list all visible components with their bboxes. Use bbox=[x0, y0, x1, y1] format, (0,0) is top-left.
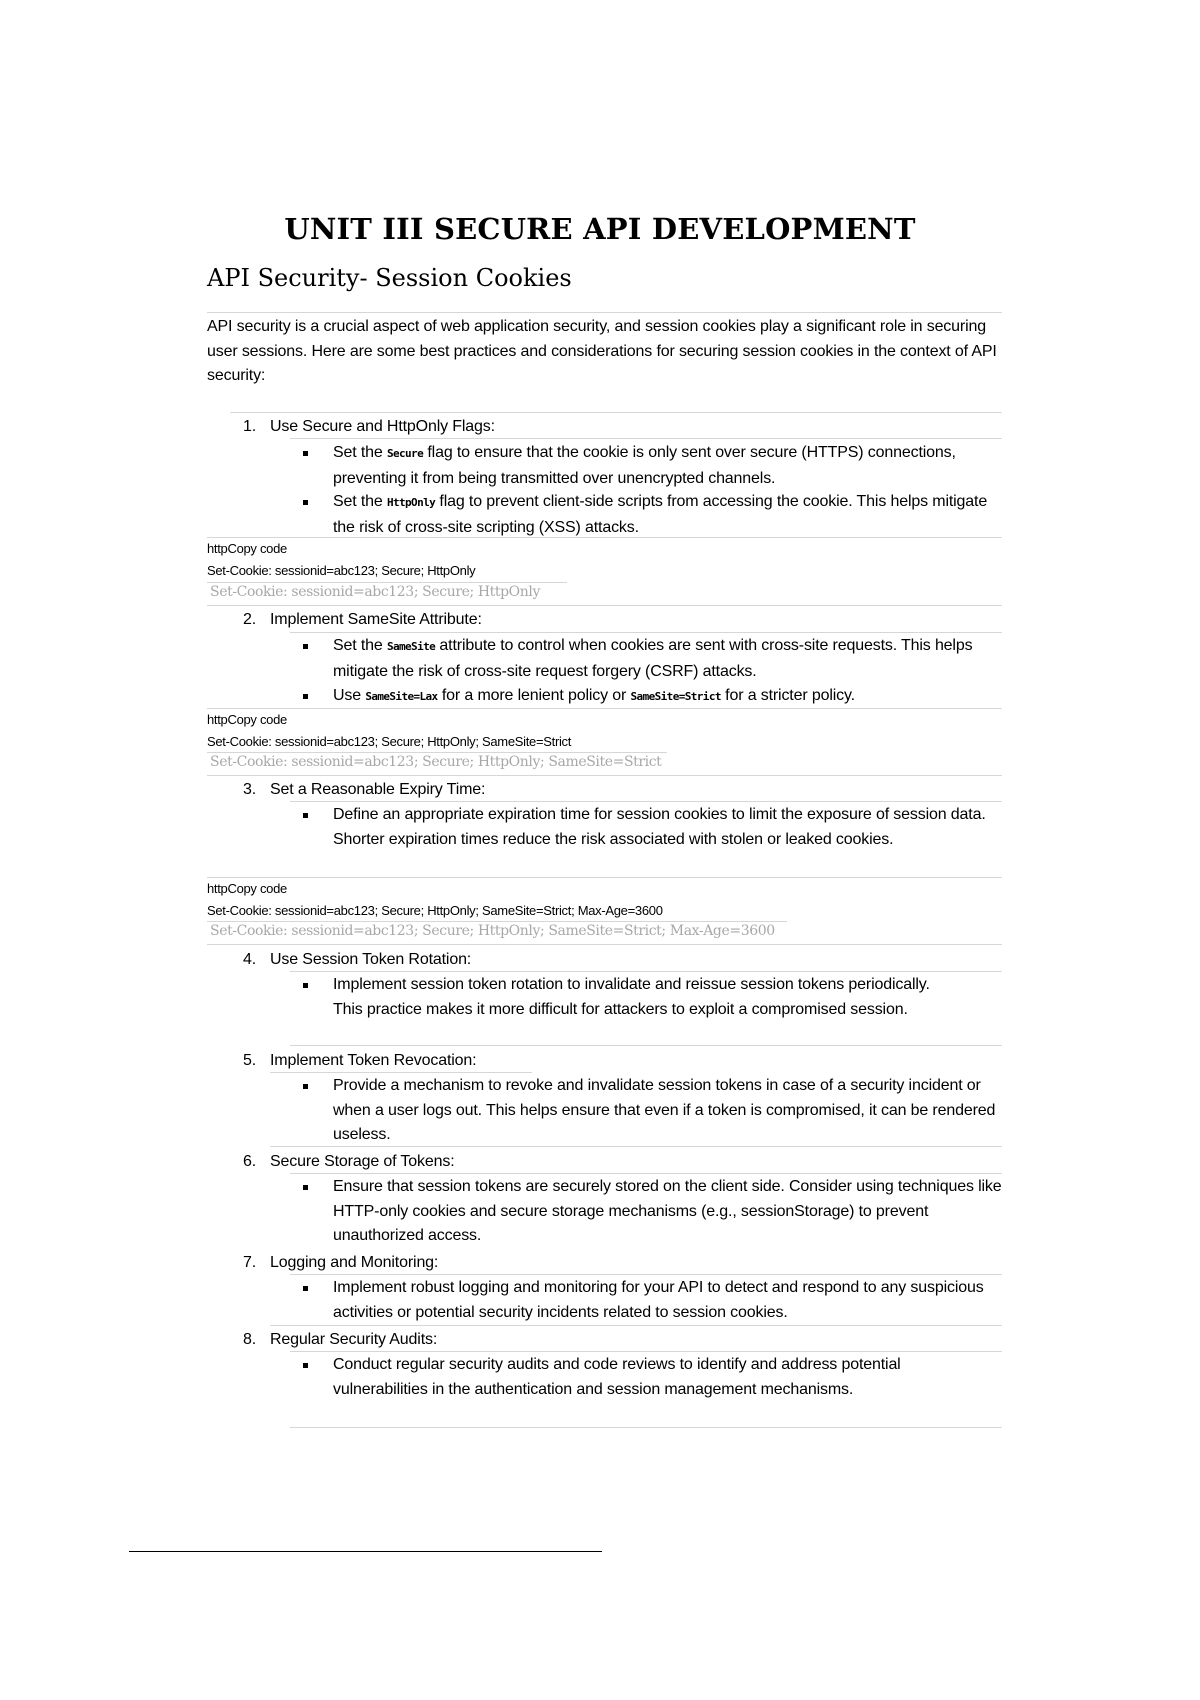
inline-code: SameSite=Strict bbox=[630, 690, 721, 703]
text: Use bbox=[333, 687, 366, 704]
rule bbox=[230, 412, 1002, 413]
bullet-text: Define an appropriate expiration time for session cookies to limit the exposure of session data. Shorter expiration times reduce the risk associated with stolen or leaked cookies. bbox=[333, 806, 986, 848]
list-number: 8. bbox=[242, 1331, 256, 1348]
footnote-separator bbox=[129, 1551, 602, 1552]
rule bbox=[290, 1427, 1002, 1428]
text: Set the bbox=[333, 493, 387, 510]
inline-code: SameSite=Lax bbox=[365, 690, 438, 703]
bullet-icon bbox=[303, 813, 308, 818]
code-line-rendered: Set-Cookie: sessionid=abc123; Secure; HttpOnly bbox=[210, 584, 540, 600]
rule bbox=[207, 537, 1002, 538]
rule bbox=[207, 312, 1002, 313]
list-item-heading: Regular Security Audits: bbox=[270, 1331, 438, 1348]
list-item-heading: Implement Token Revocation: bbox=[270, 1052, 477, 1069]
bullet-text: Conduct regular security audits and code reviews to identify and address potential vulnerabilities in the authentication and session management mechanisms. bbox=[333, 1356, 901, 1398]
text: flag to prevent client-side scripts from accessing the cookie. This helps mitigate the risk of cross-site scripting (XSS) attacks. bbox=[333, 493, 988, 536]
list-item-heading: Use Session Token Rotation: bbox=[270, 951, 472, 968]
rule bbox=[207, 752, 667, 753]
rule bbox=[207, 944, 1002, 945]
bullet-icon bbox=[303, 694, 308, 699]
inline-code: SameSite bbox=[386, 640, 436, 653]
rule bbox=[290, 801, 1002, 802]
rule bbox=[207, 605, 1002, 606]
list-item-heading: Use Secure and HttpOnly Flags: bbox=[270, 418, 495, 435]
inline-code: Secure bbox=[386, 447, 424, 460]
rule bbox=[207, 877, 1002, 878]
bullet-text: Implement robust logging and monitoring for your API to detect and respond to any suspicious activities or potential security incidents related to session cookies. bbox=[333, 1279, 984, 1321]
bullet-icon bbox=[303, 1286, 308, 1291]
rule bbox=[207, 775, 1002, 776]
list-number: 3. bbox=[242, 781, 256, 798]
rule bbox=[290, 632, 1002, 633]
list-item-heading: Secure Storage of Tokens: bbox=[270, 1153, 455, 1170]
rule bbox=[290, 438, 1002, 439]
rule bbox=[290, 971, 1002, 972]
rule bbox=[290, 1274, 1002, 1275]
rule bbox=[270, 1072, 532, 1073]
code-line: Set-Cookie: sessionid=abc123; Secure; HttpOnly; SameSite=Strict; Max-Age=3600 bbox=[207, 903, 663, 918]
rule bbox=[270, 1146, 1002, 1147]
bullet-text: Provide a mechanism to revoke and invalidate session tokens in case of a security incident or when a user logs out. This helps ensure that even if a token is compromised, it can be rendered useless. bbox=[333, 1077, 996, 1143]
bullet-icon bbox=[303, 500, 308, 505]
list-number: 1. bbox=[242, 418, 256, 435]
rule bbox=[270, 1325, 1002, 1326]
bullet-icon bbox=[303, 644, 308, 649]
list-number: 7. bbox=[242, 1254, 256, 1271]
intro-paragraph: API security is a crucial aspect of web application security, and session cookies play a significant role in securing user sessions. Here are some best practices and considerations for securing session cookies in the context of API security: bbox=[207, 318, 997, 384]
list-number: 6. bbox=[242, 1153, 256, 1170]
bullet-icon bbox=[303, 983, 308, 988]
rule bbox=[207, 708, 1002, 709]
text: attribute to control when cookies are sent with cross-site requests. This helps mitigate the risk of cross-site request forgery (CSRF) attacks. bbox=[333, 637, 973, 680]
code-header: httpCopy code bbox=[207, 881, 287, 896]
text: for a stricter policy. bbox=[720, 687, 855, 704]
text: Set the bbox=[333, 637, 387, 654]
code-header: httpCopy code bbox=[207, 541, 287, 556]
bullet-icon bbox=[303, 1363, 308, 1368]
section-heading: API Security- Session Cookies bbox=[207, 264, 572, 292]
list-number: 2. bbox=[242, 611, 256, 628]
list-item-heading: Logging and Monitoring: bbox=[270, 1254, 439, 1271]
rule bbox=[290, 1351, 1002, 1352]
text: Set the bbox=[333, 444, 387, 461]
code-line-rendered: Set-Cookie: sessionid=abc123; Secure; HttpOnly; SameSite=Strict bbox=[210, 754, 662, 770]
text: flag to ensure that the cookie is only sent over secure (HTTPS) connections, preventing it from being transmitted over unencrypted channels. bbox=[333, 444, 956, 487]
code-line: Set-Cookie: sessionid=abc123; Secure; HttpOnly; SameSite=Strict bbox=[207, 734, 572, 749]
bullet-text: Ensure that session tokens are securely stored on the client side. Consider using techniques like HTTP-only cookies and secure storage mechanisms (e.g., sessionStorage) to prevent unauthorized access. bbox=[333, 1178, 1002, 1244]
inline-code: HttpOnly bbox=[386, 496, 436, 509]
text: for a more lenient policy or bbox=[437, 687, 631, 704]
document-title: UNIT III SECURE API DEVELOPMENT bbox=[284, 212, 916, 246]
bullet-icon bbox=[303, 1084, 308, 1089]
bullet-text: Implement session token rotation to invalidate and reissue session tokens periodically. This practice makes it more difficult for attackers to exploit a compromised session. bbox=[333, 976, 930, 1018]
rule bbox=[207, 921, 787, 922]
list-item-heading: Set a Reasonable Expiry Time: bbox=[270, 781, 486, 798]
list-item-heading: Implement SameSite Attribute: bbox=[270, 611, 482, 628]
rule bbox=[290, 1045, 1002, 1046]
rule bbox=[207, 582, 567, 583]
list-number: 5. bbox=[242, 1052, 256, 1069]
bullet-icon bbox=[303, 1185, 308, 1190]
rule bbox=[290, 1173, 1002, 1174]
list-number: 4. bbox=[242, 951, 256, 968]
code-header: httpCopy code bbox=[207, 712, 287, 727]
code-line-rendered: Set-Cookie: sessionid=abc123; Secure; HttpOnly; SameSite=Strict; Max-Age=3600 bbox=[210, 923, 775, 939]
code-line: Set-Cookie: sessionid=abc123; Secure; HttpOnly bbox=[207, 563, 476, 578]
bullet-icon bbox=[303, 451, 308, 456]
